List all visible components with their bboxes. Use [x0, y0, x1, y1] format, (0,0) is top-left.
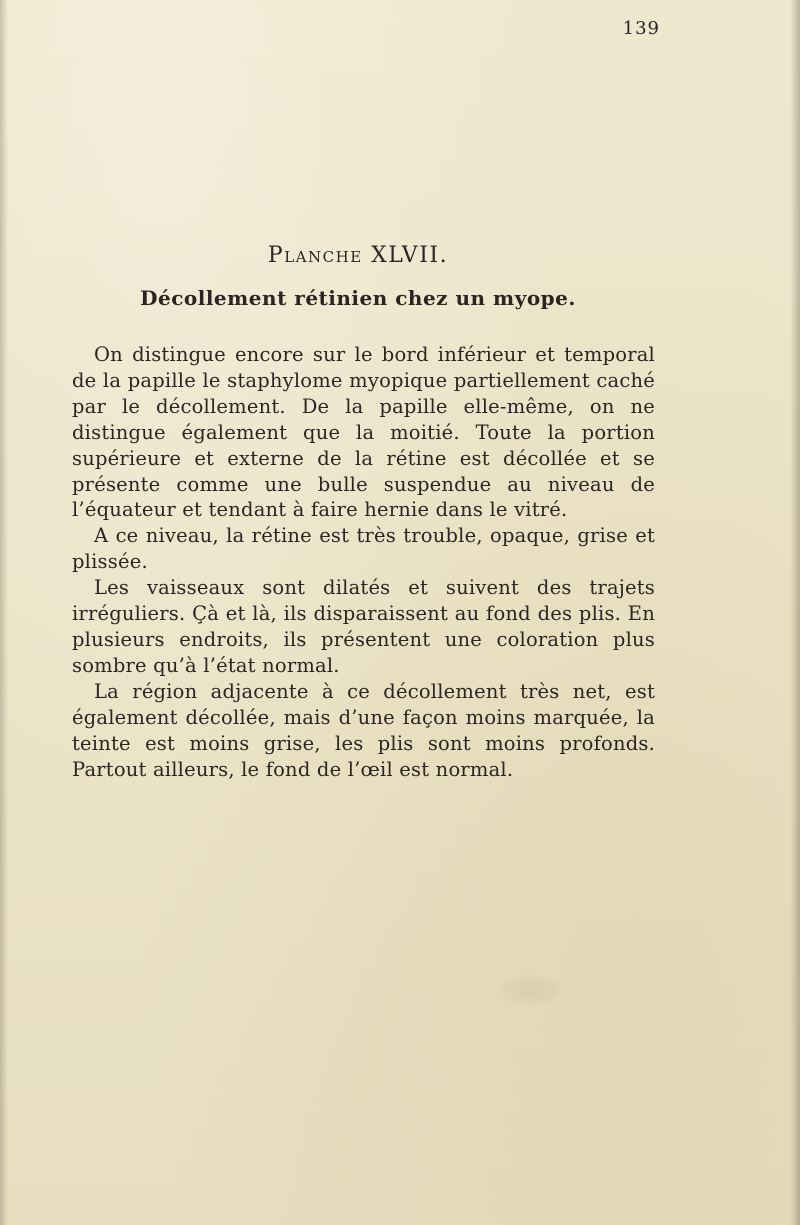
plate-title: Planche XLVII. [267, 243, 449, 268]
page-left-edge-shadow [0, 0, 8, 1225]
paper-stain [500, 975, 560, 1005]
paragraph-2: A ce niveau, la rétine est très trouble, opaque, grise et plissée. [72, 524, 655, 574]
paragraph-3: Les vaisseaux sont dilatés et suivent des trajets irréguliers. Çà et là, ils disparaissent au fond des plis. En plusieurs endroits, ils présentent une coloration plus sombre qu’à l’état normal. [72, 576, 655, 677]
page-right-edge-shadow [790, 0, 800, 1225]
paragraph-1: On distingue encore sur le bord inférieur et temporal de la papille le staphylome myopique partiellement caché par le décollement. De la papille elle-même, on ne distingue également que la moitié. Toute la portion supérieure et externe de la rétine est décollée et se présente comme une bulle suspendue au niveau de l’équateur et tendant à faire hernie dans le vitré. [72, 343, 655, 522]
plate-subtitle: Décollement rétinien chez un myope. [140, 286, 576, 310]
paragraph-4: La région adjacente à ce décollement très net, est également décollée, mais d’une façon moins marquée, la teinte est moins grise, les plis sont moins profonds. Partout ailleurs, le fond de l’œil est normal. [72, 679, 655, 781]
body-text [72, 342, 655, 782]
page-number: 139 [622, 18, 660, 39]
